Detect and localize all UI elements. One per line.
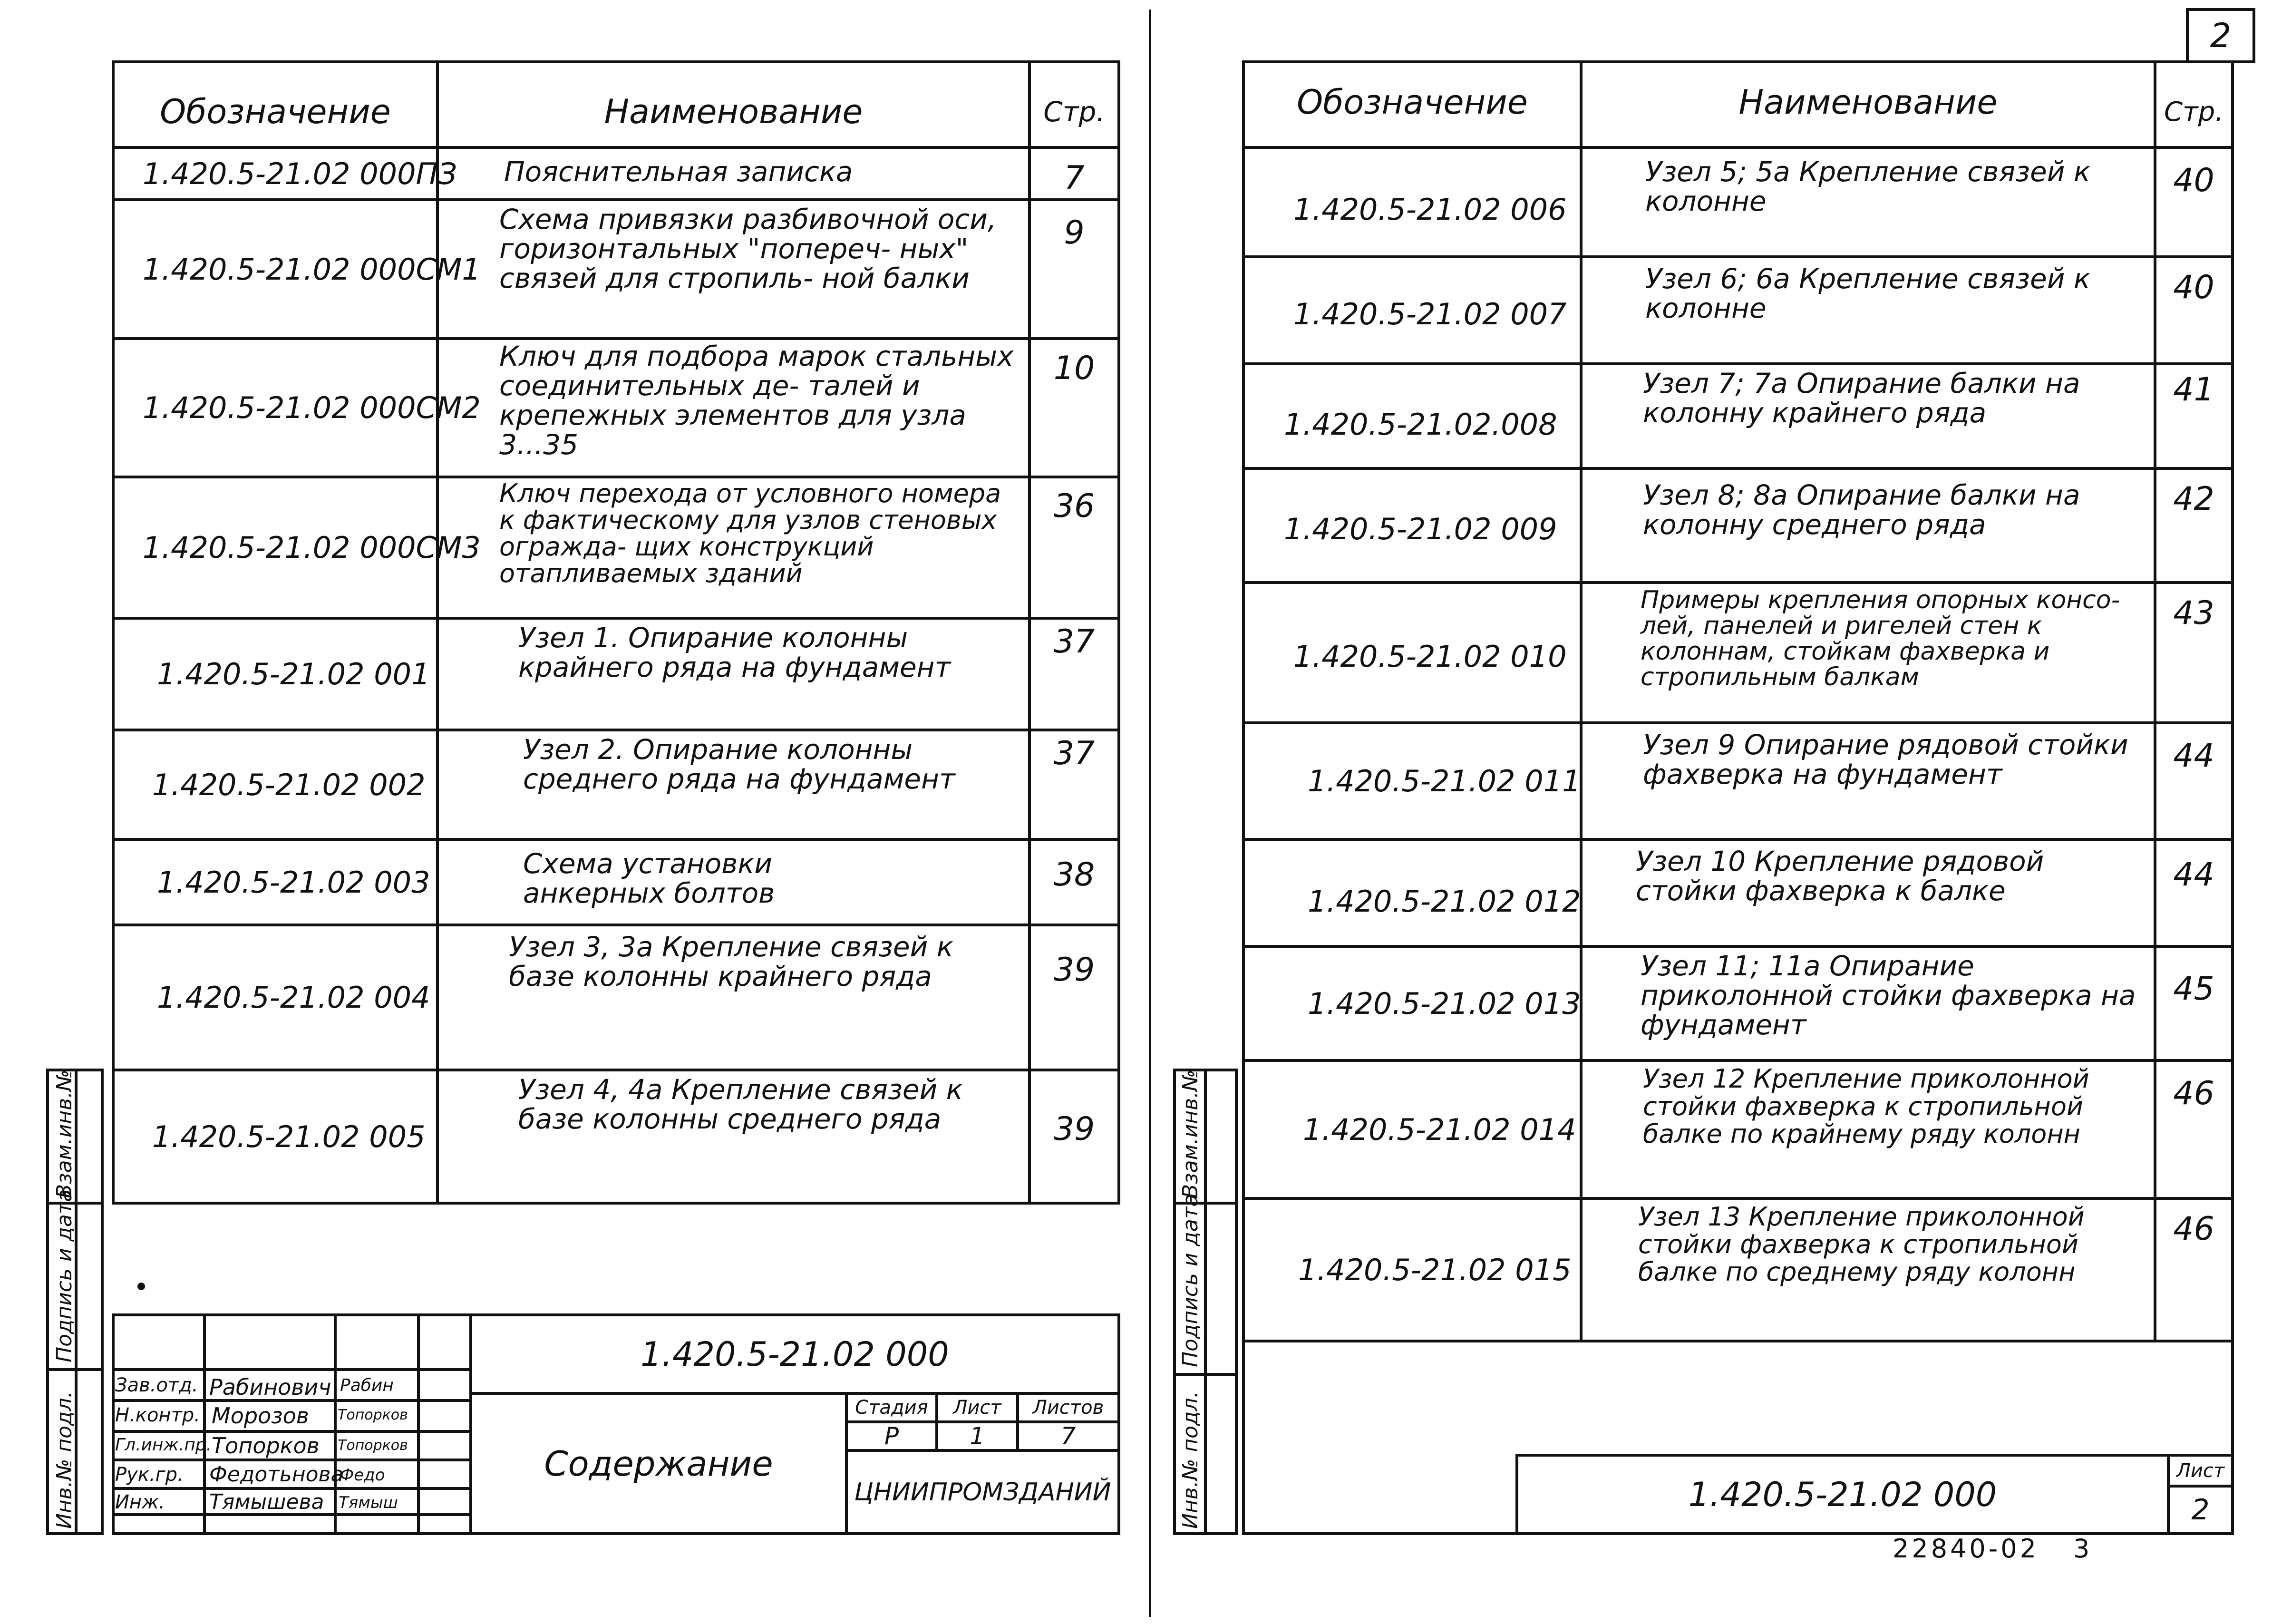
- left-row-5-page: 37: [1053, 735, 1095, 772]
- left-side-label-sign: Подпись и дата: [52, 1189, 77, 1362]
- left-row-8-page: 39: [1053, 1110, 1095, 1148]
- right-row-0-page: 40: [2173, 162, 2214, 199]
- right-header-code: Обозначение: [1297, 83, 1528, 122]
- stamp-name-1: Морозов: [212, 1403, 309, 1429]
- right-side-label-inv: Инв.№ подл.: [1178, 1391, 1203, 1529]
- left-row-7-page: 39: [1053, 951, 1095, 989]
- right-row-5-name: Узел 9 Опирание рядовой стойки фахверка на фундамент: [1643, 729, 2128, 790]
- right-row-7-name: Узел 11; 11а Опирание приколонной стойки фахверка на фундамент: [1641, 950, 2136, 1041]
- left-row-6-page: 38: [1053, 856, 1095, 894]
- stamp-sign-3: Федо: [340, 1466, 385, 1485]
- left-stamp-org: ЦНИИПРОМЗДАНИЙ: [854, 1478, 1111, 1507]
- left-row-7-code: 1.420.5-21.02 004: [157, 980, 430, 1015]
- right-row-3-page: 42: [2173, 480, 2214, 518]
- stamp-role-4: Инж.: [115, 1491, 165, 1513]
- left-row-6-code: 1.420.5-21.02 003: [157, 865, 430, 900]
- right-stamp-doc-code: 1.420.5-21.02 000: [1688, 1475, 1997, 1514]
- stamp-name-4: Тямышева: [209, 1490, 324, 1514]
- right-row-9-name: Узел 13 Крепление приколонной стойки фахверка к стропильной балке по среднему ряду колонн: [1638, 1202, 2085, 1287]
- left-row-5-name: Узел 2. Опирание колонны среднего ряда на фундамент: [523, 733, 955, 795]
- left-row-8-name: Узел 4, 4а Крепление связей к базе колонны среднего ряда: [518, 1073, 963, 1135]
- left-row-7-name: Узел 3, 3а Крепление связей к базе колонны крайнего ряда: [509, 931, 953, 992]
- right-row-3-name: Узел 8; 8а Опирание балки на колонну среднего ряда: [1643, 479, 2080, 541]
- left-stamp-sheets-header: Листов: [1032, 1397, 1104, 1419]
- right-row-6-name: Узел 10 Крепление рядовой стойки фахверка к балке: [1636, 845, 2044, 907]
- left-stamp-sheets: 7: [1060, 1422, 1076, 1450]
- right-stamp-sheet-label: Лист: [2176, 1459, 2225, 1482]
- left-row-0-page: 7: [1064, 159, 1085, 197]
- left-row-6-name: Схема установки анкерных болтов: [523, 847, 775, 909]
- right-row-7-code: 1.420.5-21.02 013: [1308, 986, 1581, 1021]
- stamp-role-3: Рук.гр.: [115, 1464, 184, 1486]
- stamp-role-1: Н.контр.: [115, 1404, 200, 1426]
- left-row-2-page: 10: [1053, 350, 1095, 387]
- footer-page-number: 3: [2073, 1534, 2090, 1564]
- left-row-2-name: Ключ для подбора марок стальных соединительных де- талей и крепежных элементов для узла 3...35: [499, 340, 1014, 461]
- stamp-name-3: Федотьнова: [209, 1462, 344, 1487]
- left-stamp-doc-code: 1.420.5-21.02 000: [641, 1334, 949, 1374]
- left-stamp-sheet: 1: [970, 1422, 985, 1450]
- left-row-1-name: Схема привязки разбивочной оси, горизонтальных "попереч- ных" связей для стропиль- ной балки: [499, 203, 997, 294]
- right-row-4-code: 1.420.5-21.02 010: [1293, 639, 1567, 674]
- left-row-8-code: 1.420.5-21.02 005: [152, 1119, 426, 1154]
- stamp-sign-2: Топорков: [338, 1437, 408, 1454]
- left-row-2-code: 1.420.5-21.02 000СМ2: [143, 390, 481, 425]
- right-row-2-name: Узел 7; 7а Опирание балки на колонну крайнего ряда: [1643, 367, 2080, 429]
- footer-archive-number: 22840-02: [1893, 1534, 2039, 1564]
- stamp-sign-1: Топорков: [338, 1407, 408, 1423]
- right-row-2-code: 1.420.5-21.02.008: [1284, 407, 1557, 442]
- left-row-4-page: 37: [1053, 623, 1095, 661]
- right-side-label-sign: Подпись и дата: [1178, 1194, 1203, 1367]
- right-row-2-page: 41: [2173, 371, 2214, 408]
- right-row-5-page: 44: [2173, 737, 2214, 775]
- right-row-5-code: 1.420.5-21.02 011: [1308, 764, 1581, 798]
- left-header-code: Обозначение: [160, 92, 391, 131]
- right-row-1-page: 40: [2173, 269, 2214, 306]
- right-header-name: Наименование: [1738, 83, 1998, 122]
- left-row-4-code: 1.420.5-21.02 001: [157, 657, 430, 691]
- left-stamp-sheet-header: Лист: [953, 1397, 1001, 1419]
- right-header-page: Стр.: [2164, 96, 2224, 127]
- right-row-1-name: Узел 6; 6а Крепление связей к колонне: [1645, 263, 2090, 324]
- right-row-3-code: 1.420.5-21.02 009: [1284, 512, 1557, 546]
- right-stamp-sheet: 2: [2191, 1493, 2210, 1527]
- right-row-4-name: Примеры крепления опорных консо- лей, панелей и ригелей стен к колоннам, стойкам фахверка и стропильным балкам: [1641, 586, 2120, 691]
- right-row-0-name: Узел 5; 5а Крепление связей к колонне: [1645, 156, 2090, 217]
- right-row-8-name: Узел 12 Крепление приколонной стойки фахверка к стропильной балке по крайнему ряду колонн: [1643, 1064, 2089, 1149]
- stamp-role-2: Гл.инж.пр.: [115, 1435, 212, 1455]
- stamp-sign-4: Тямыш: [339, 1493, 398, 1512]
- left-row-3-page: 36: [1053, 487, 1095, 525]
- left-row-1-code: 1.420.5-21.02 000СМ1: [143, 252, 481, 287]
- left-row-5-code: 1.420.5-21.02 002: [152, 767, 426, 802]
- right-row-4-page: 43: [2173, 594, 2214, 632]
- corner-sheet-number: 2: [2210, 16, 2232, 55]
- stamp-sign-0: Рабин: [340, 1376, 394, 1395]
- left-row-3-name: Ключ перехода от условного номера к фактическому для узлов стеновых огражда- щих конструкций отапливаемых зданий: [499, 478, 1001, 588]
- right-row-9-code: 1.420.5-21.02 015: [1298, 1252, 1572, 1287]
- left-row-4-name: Узел 1. Опирание колонны крайнего ряда на фундамент: [518, 622, 951, 683]
- left-stamp-stage-header: Стадия: [855, 1397, 928, 1419]
- left-row-1-page: 9: [1064, 214, 1085, 252]
- left-side-label-replace: Взам.инв.№: [52, 1070, 77, 1198]
- right-row-0-code: 1.420.5-21.02 006: [1293, 192, 1567, 227]
- left-stamp-stage: Р: [884, 1422, 899, 1450]
- left-side-label-inv: Инв.№ подл.: [52, 1391, 77, 1529]
- right-row-1-code: 1.420.5-21.02 007: [1293, 296, 1567, 331]
- left-stamp-title: Содержание: [544, 1443, 773, 1484]
- left-row-3-code: 1.420.5-21.02 000СМ3: [143, 530, 481, 565]
- stamp-name-0: Рабинович: [209, 1374, 331, 1400]
- stamp-name-2: Топорков: [212, 1433, 320, 1459]
- left-row-0-code: 1.420.5-21.02 000ПЗ: [143, 156, 457, 191]
- right-row-9-page: 46: [2173, 1210, 2214, 1248]
- right-row-7-page: 45: [2173, 970, 2214, 1008]
- right-row-6-page: 44: [2173, 856, 2214, 894]
- left-header-page: Стр.: [1043, 96, 1105, 128]
- left-header-name: Наименование: [604, 92, 863, 131]
- stamp-role-0: Зав.отд.: [115, 1374, 198, 1396]
- right-side-label-replace: Взам.инв.№: [1178, 1070, 1203, 1198]
- right-row-8-code: 1.420.5-21.02 014: [1303, 1112, 1576, 1147]
- right-row-6-code: 1.420.5-21.02 012: [1308, 884, 1581, 919]
- right-row-8-page: 46: [2173, 1075, 2214, 1112]
- left-row-0-name: Пояснительная записка: [504, 156, 853, 188]
